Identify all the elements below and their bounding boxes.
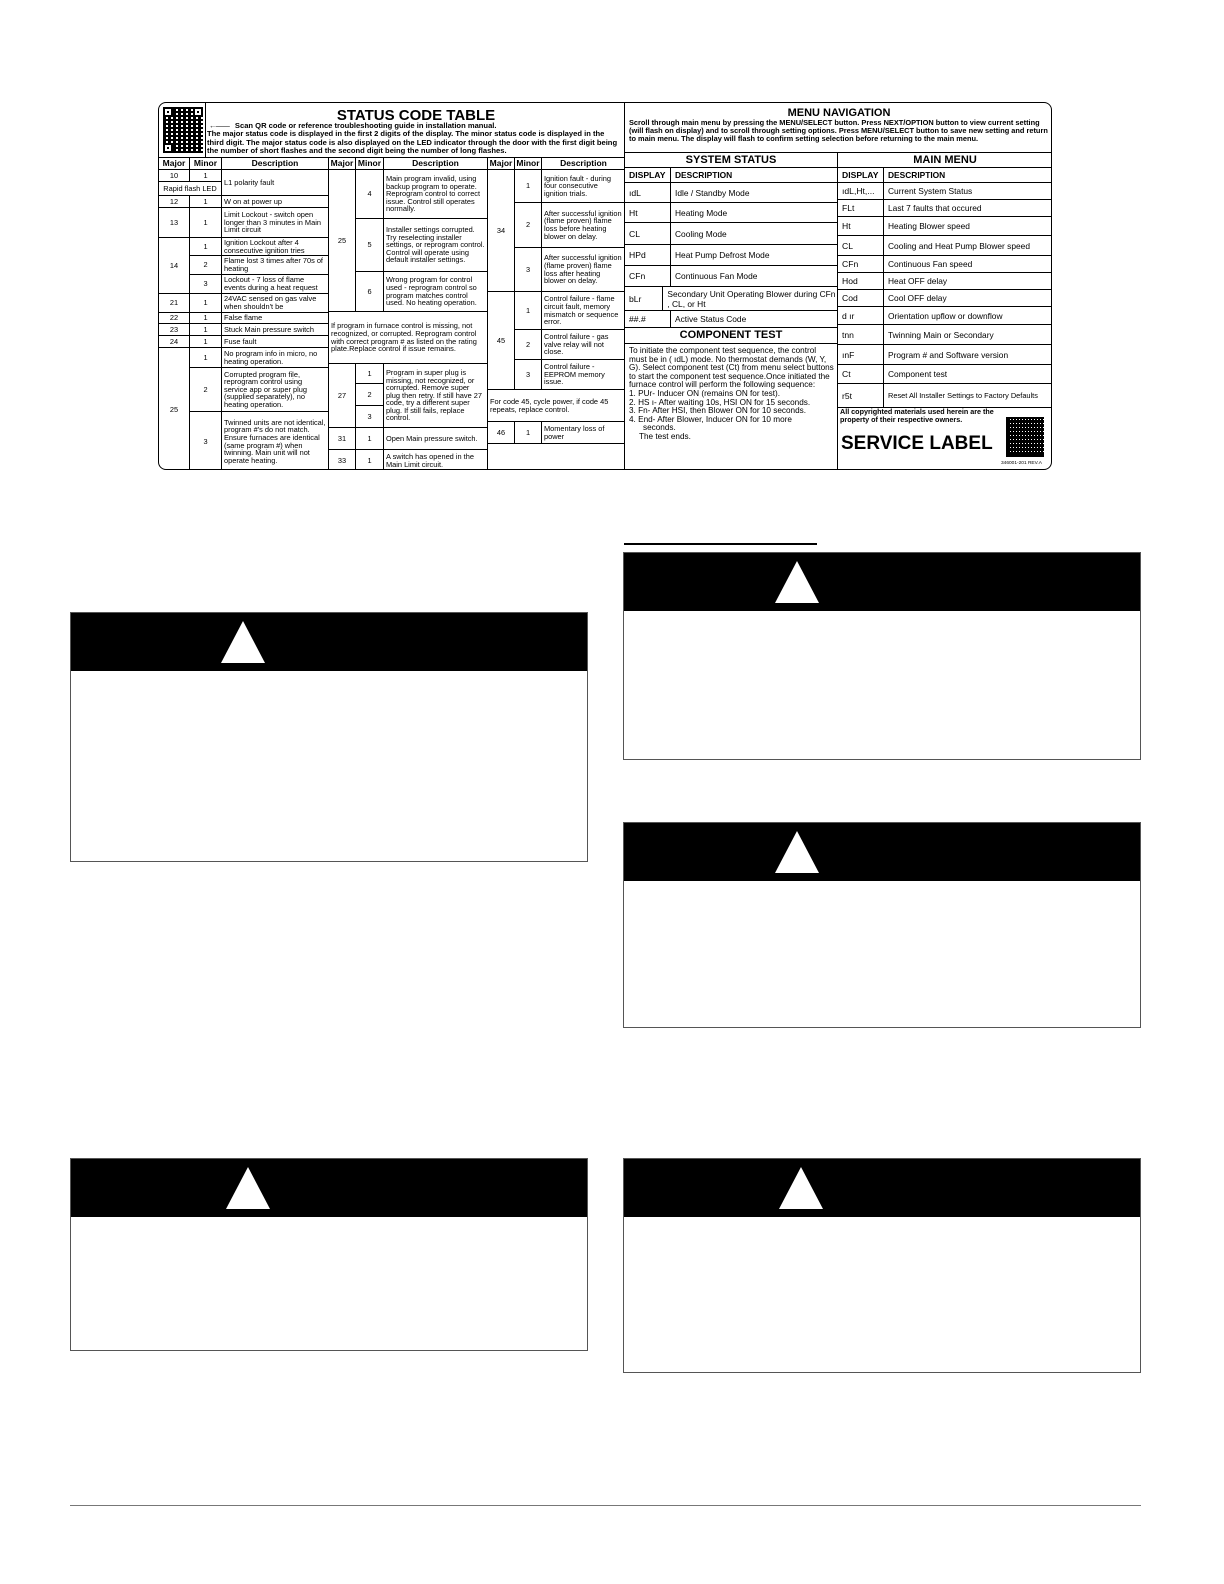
main-menu-header: DISPLAY DESCRIPTION <box>838 168 1052 183</box>
service-label-panel <box>158 102 1052 470</box>
code-description: Fuse fault <box>222 336 329 348</box>
code-description: A switch has opened in the Main Limit circuit. <box>384 450 488 470</box>
code-description: Corrupted program file, reprogram control using service app or super plug (supplied separately), no heating operation. <box>222 368 329 412</box>
minor-code: 1 <box>190 170 222 182</box>
minor-code: 2 <box>190 256 222 275</box>
display-description: Twinning Main or Secondary <box>888 329 994 340</box>
system-status-row <box>625 183 837 203</box>
display-description: Cooling and Heat Pump Blower speed <box>888 240 1030 251</box>
main-menu-row <box>838 325 1052 345</box>
warning-triangle-icon <box>775 831 819 873</box>
display-description: Cooling Mode <box>675 228 727 239</box>
system-status-row <box>625 311 837 328</box>
display-code: ıdL <box>625 183 671 202</box>
system-status-row <box>625 287 837 311</box>
major-code: 22 <box>159 313 190 324</box>
display-description: Program # and Software version <box>888 349 1009 360</box>
main-menu-row <box>838 384 1052 408</box>
qr-code-icon <box>163 107 203 153</box>
code-description: Control failure - flame circuit fault, memory mismatch or sequence error. <box>542 292 625 330</box>
minor-code: 3 <box>515 360 542 390</box>
display-code: CL <box>625 223 671 244</box>
minor-code: 3 <box>356 406 384 428</box>
minor-code: 2 <box>515 203 542 248</box>
code-description: Limit Lockout - switch open longer than 3 minutes in Main Limit circuit <box>222 208 329 238</box>
code-description: Flame lost 3 times after 70s of heating <box>222 256 329 275</box>
minor-code: 1 <box>190 294 222 313</box>
minor-code: 1 <box>190 238 222 256</box>
code-description: Control failure - EEPROM memory issue. <box>542 360 625 390</box>
code-description: After successful ignition (flame proven) flame loss after heating blower on delay. <box>542 248 625 292</box>
minor-code: 1 <box>190 313 222 324</box>
display-description: Secondary Unit Operating Blower during CFn , CL, or Ht <box>667 288 836 309</box>
minor-code: 5 <box>356 219 384 272</box>
display-description: Idle / Standby Mode <box>675 187 750 198</box>
main-menu-row <box>838 365 1052 384</box>
major-code: 25 <box>329 170 356 312</box>
display-code: FLt <box>838 200 884 216</box>
display-code: r5t <box>838 384 884 407</box>
minor-code: 1 <box>190 324 222 336</box>
display-code: d ır <box>838 307 884 324</box>
display-code: ınF <box>838 345 884 364</box>
part-number: 346001-201 REV.A <box>1001 461 1042 466</box>
minor-code: 4 <box>356 170 384 219</box>
warning-box <box>623 822 1141 1028</box>
display-code: CL <box>838 236 884 255</box>
code-description: No program info in micro, no heating operation. <box>222 348 329 368</box>
code-description: Ignition fault - during four consecutive ignition trials. <box>542 170 625 203</box>
code-description: Twinned units are not identical, program #'s do not match. Ensure furnaces are identical (same program #) when twinning. Main unit will not operate heating. <box>222 412 329 470</box>
system-status-title: SYSTEM STATUS <box>625 152 837 168</box>
major-code: 10 <box>159 170 190 182</box>
main-menu-row <box>838 345 1052 365</box>
display-description: Cool OFF delay <box>888 293 947 303</box>
minor-code: 1 <box>356 364 384 384</box>
code-description: After successful ignition (flame proven) flame loss before heating blower on delay. <box>542 203 625 248</box>
warning-triangle-icon <box>221 621 265 663</box>
minor-code: 3 <box>190 412 222 470</box>
copyright-note: All copyrighted materials used herein are the property of their respective owners. <box>840 407 994 424</box>
main-menu-title: MAIN MENU <box>837 152 1052 168</box>
minor-code: 1 <box>356 450 384 470</box>
main-menu-row <box>838 200 1052 217</box>
code-description: Wrong program for control used - reprogram control so program matches control used. No heating operation. <box>384 272 488 312</box>
main-menu-row <box>838 183 1052 200</box>
major-code: 31 <box>329 428 356 450</box>
datamatrix-code-icon <box>1006 417 1044 457</box>
status-code-grid <box>159 157 625 470</box>
component-test-title: COMPONENT TEST <box>625 328 837 344</box>
display-description: Reset All Installer Settings to Factory Defaults <box>888 390 1038 400</box>
status-code-column-1 <box>159 158 329 470</box>
warning-box <box>70 1158 588 1351</box>
status-code-table <box>159 103 625 469</box>
minor-code: 1 <box>190 336 222 348</box>
arrow-left-icon: ←—— <box>209 121 229 130</box>
display-description: Heating Blower speed <box>888 221 970 231</box>
display-description: Orientation upflow or downflow <box>888 310 1003 321</box>
system-status-header: DISPLAY DESCRIPTION <box>625 168 837 183</box>
display-description: Last 7 faults that occured <box>888 203 982 213</box>
major-code: 33 <box>329 450 356 470</box>
code-description: 24VAC sensed on gas valve when shouldn't be <box>222 294 329 313</box>
menu-navigation <box>625 103 1052 469</box>
major-code: 23 <box>159 324 190 336</box>
major-code: 45 <box>488 292 515 390</box>
display-code: CFn <box>625 266 671 286</box>
display-code: tnn <box>838 325 884 344</box>
code-description: Ignition Lockout after 4 consecutive ignition tries <box>222 238 329 256</box>
section-heading-rule <box>624 543 817 545</box>
warning-triangle-icon <box>775 561 819 603</box>
minor-code: 2 <box>190 368 222 412</box>
display-code: Ht <box>838 217 884 235</box>
warning-box <box>70 612 588 862</box>
display-description: Heat Pump Defrost Mode <box>675 250 770 260</box>
display-description: Current System Status <box>888 186 973 196</box>
major-code: 24 <box>159 336 190 348</box>
minor-code: 1 <box>515 292 542 330</box>
main-menu-row <box>838 273 1052 290</box>
minor-code: 3 <box>515 248 542 292</box>
minor-code: 6 <box>356 272 384 312</box>
system-status-row <box>625 245 837 266</box>
component-test-text: To initiate the component test sequence, the control must be in ( ıdL) mode. No thermostat demands (W, Y, G). Select component test (Ct) from menu select buttons to start the component test sequence.Once initiated the furnace control will perform the following sequence: 1. PUr- Inducer ON (remains ON for test). 2. HS ı- After waiting 10s, HSI ON for 15 seconds. 3. Fn- After HSI, then Blower ON for 10 seconds. 4. End- After Blower, Inducer ON for 10 more seconds. The test ends. <box>629 346 834 441</box>
header-minor: Minor <box>515 158 542 170</box>
minor-code: 1 <box>515 422 542 444</box>
main-menu-row <box>838 307 1052 325</box>
rapid-flash-led: Rapid flash LED <box>159 182 222 196</box>
menu-navigation-note: Scroll through main menu by pressing the MENU/SELECT button. Press NEXT/OPTION button to view current setting (will flash on display) and to scroll through setting options. Press MENU/SELECT button to save new setting and return to main menu. The display will flash to confirm setting selection before returning to the main menu. <box>629 118 1048 143</box>
display-description: Heat OFF delay <box>888 276 948 286</box>
system-status-row <box>625 223 837 245</box>
code-description: Control failure - gas valve relay will not close. <box>542 330 625 360</box>
minor-code: 3 <box>190 275 222 294</box>
main-menu-row <box>838 256 1052 273</box>
main-menu-row <box>838 236 1052 256</box>
minor-code: 2 <box>515 330 542 360</box>
code-description: False flame <box>222 313 329 324</box>
code-description: Main program invalid, using backup program to operate. Reprogram control to correct issue. Control still operates normally. <box>384 170 488 219</box>
display-description: Component test <box>888 369 948 379</box>
display-description: Heating Mode <box>675 207 728 218</box>
code-description: Lockout - 7 loss of flame events during a heat request <box>222 275 329 294</box>
system-status-row <box>625 266 837 287</box>
major-code: 34 <box>488 170 515 292</box>
code-description: L1 polarity fault <box>222 170 329 196</box>
display-code: ##.# <box>625 311 671 327</box>
major-code: 25 <box>159 348 190 470</box>
header-description: Description <box>222 158 329 170</box>
display-code: Hod <box>838 273 884 289</box>
service-label-text: SERVICE LABEL <box>841 433 993 454</box>
header-minor: Minor <box>356 158 384 170</box>
header-minor: Minor <box>190 158 222 170</box>
header-major: Major <box>159 158 190 170</box>
minor-code: 1 <box>190 348 222 368</box>
code-description: Stuck Main pressure switch <box>222 324 329 336</box>
footer-rule <box>70 1505 1141 1506</box>
minor-code: 1 <box>190 196 222 208</box>
code-description: W on at power up <box>222 196 329 208</box>
display-description: Active Status Code <box>675 314 747 324</box>
display-code: Cod <box>838 290 884 306</box>
major-code: 12 <box>159 196 190 208</box>
display-code: CFn <box>838 256 884 272</box>
header-major: Major <box>329 158 356 170</box>
warning-box <box>623 552 1141 760</box>
display-code: ıdL,Ht,... <box>838 183 884 199</box>
major-code: 27 <box>329 364 356 428</box>
code-note: For code 45, cycle power, if code 45 repeats, replace control. <box>488 390 625 422</box>
header-description: Description <box>384 158 488 170</box>
major-code: 13 <box>159 208 190 238</box>
menu-navigation-title: MENU NAVIGATION <box>787 107 891 119</box>
code-description: Open Main pressure switch. <box>384 428 488 450</box>
warning-box <box>623 1158 1141 1373</box>
code-description: Momentary loss of power <box>542 422 625 444</box>
status-code-table-title: STATUS CODE TABLE <box>336 107 496 124</box>
minor-code: 1 <box>515 170 542 203</box>
status-code-note: ←—— Scan QR code or reference troubleshooting guide in installation manual. The major status code is displayed in the first 2 digits of the display. The minor status code is displayed in the third digit. The major status code is also displayed on the LED indicator through the door with the first digit being the number of short flashes and the second digit being the number of long flashes. <box>207 121 618 156</box>
major-code: 46 <box>488 422 515 444</box>
code-description: Installer settings corrupted. Try reselecting installer settings, or reprogram control. Control will operate using default installer settings. <box>384 219 488 272</box>
main-menu-row <box>838 217 1052 236</box>
display-description: Continuous Fan speed <box>888 259 973 269</box>
minor-code: 2 <box>356 384 384 406</box>
display-code: HPd <box>625 245 671 265</box>
major-code: 14 <box>159 238 190 294</box>
display-code: Ht <box>625 203 671 222</box>
minor-code: 1 <box>190 208 222 238</box>
status-code-column-2 <box>329 158 488 470</box>
header-major: Major <box>488 158 515 170</box>
display-description: Continuous Fan Mode <box>675 271 758 281</box>
warning-triangle-icon <box>779 1167 823 1209</box>
code-description: Program in super plug is missing, not recognized, or corrupted. Remove super plug then retry. If still have 27 code, try a different super plug. If still fails, replace control. <box>384 364 488 428</box>
system-status-row <box>625 203 837 223</box>
display-code: Ct <box>838 365 884 383</box>
header-description: Description <box>542 158 625 170</box>
main-menu-row <box>838 290 1052 307</box>
major-code: 21 <box>159 294 190 313</box>
status-code-column-3 <box>488 158 625 470</box>
display-code: bLr <box>625 287 663 310</box>
minor-code: 1 <box>356 428 384 450</box>
code-note: If program in furnace control is missing, not recognized, or corrupted. Reprogram control with correct program # as listed on the rating plate.Replace control if issue remains. <box>329 312 488 364</box>
warning-triangle-icon <box>226 1167 270 1209</box>
